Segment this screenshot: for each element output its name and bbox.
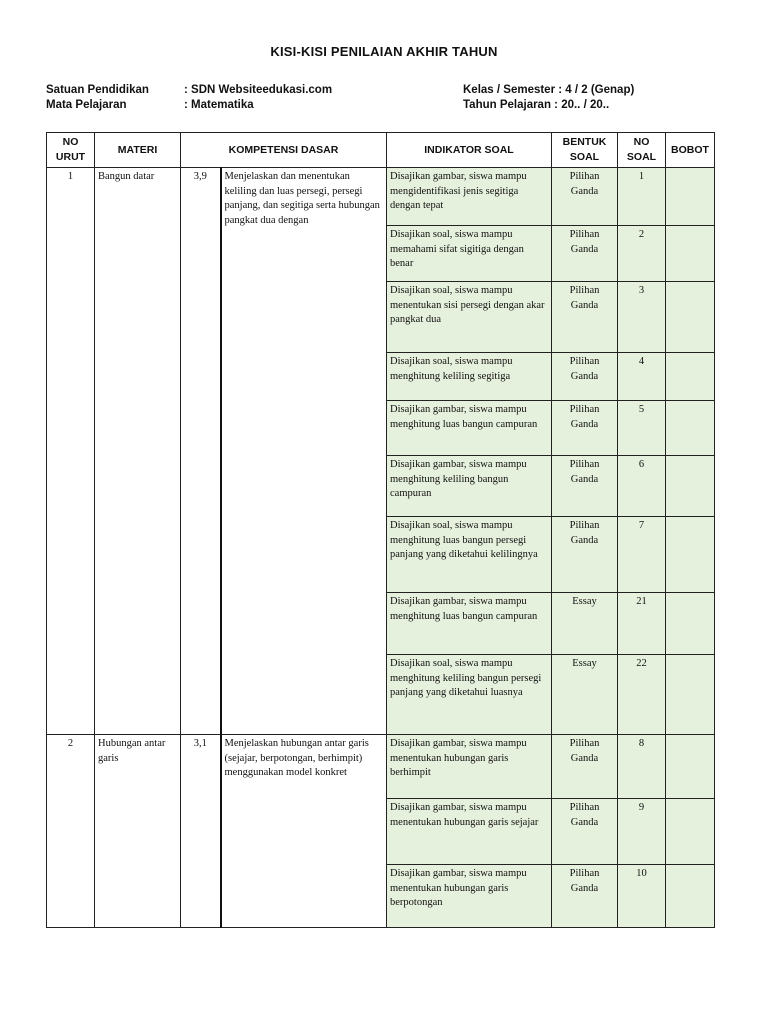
- cell-no-soal: 21: [618, 593, 666, 655]
- cell-indikator: Disajikan gambar, siswa mampu menghitung luas bangun campuran: [387, 401, 552, 456]
- tahun-pelajaran: Tahun Pelajaran : 20.. / 20..: [463, 99, 610, 111]
- mapel-value: : Matematika: [184, 99, 254, 111]
- cell-bobot: [666, 517, 715, 593]
- cell-indikator: Disajikan soal, siswa mampu memahami sifat sigitiga dengan benar: [387, 226, 552, 282]
- cell-bentuk-soal: Pilihan Ganda: [552, 226, 618, 282]
- cell-indikator: Disajikan gambar, siswa mampu menentukan hubungan garis berhimpit: [387, 735, 552, 799]
- cell-bentuk-soal: Essay: [552, 655, 618, 735]
- cell-bentuk-soal: Pilihan Ganda: [552, 735, 618, 799]
- cell-bentuk-soal: Pilihan Ganda: [552, 353, 618, 401]
- cell-indikator: Disajikan gambar, siswa mampu menghitung luas bangun campuran: [387, 593, 552, 655]
- cell-bobot: [666, 655, 715, 735]
- cell-bobot: [666, 456, 715, 517]
- cell-bobot: [666, 168, 715, 226]
- table-body: [47, 168, 715, 928]
- cell-no-urut: 1: [47, 168, 95, 735]
- cell-indikator: Disajikan soal, siswa mampu menentukan sisi persegi dengan akar pangkat dua: [387, 282, 552, 353]
- cell-no-soal: 9: [618, 799, 666, 865]
- table-row: [47, 168, 715, 226]
- kelas-semester: Kelas / Semester : 4 / 2 (Genap): [463, 84, 635, 96]
- cell-bobot: [666, 735, 715, 799]
- cell-indikator: Disajikan soal, siswa mampu menghitung keliling bangun persegi panjang yang diketahui luasnya: [387, 655, 552, 735]
- cell-no-soal: 3: [618, 282, 666, 353]
- cell-no-soal: 8: [618, 735, 666, 799]
- cell-bobot: [666, 593, 715, 655]
- cell-bobot: [666, 865, 715, 928]
- cell-bentuk-soal: Pilihan Ganda: [552, 517, 618, 593]
- cell-no-soal: 6: [618, 456, 666, 517]
- cell-no-urut: 2: [47, 735, 95, 928]
- header-no-urut: NO URUT: [47, 133, 95, 168]
- cell-indikator: Disajikan soal, siswa mampu menghitung keliling segitiga: [387, 353, 552, 401]
- cell-bentuk-soal: Pilihan Ganda: [552, 401, 618, 456]
- cell-kd-code: 3,9: [181, 168, 221, 735]
- cell-bentuk-soal: Pilihan Ganda: [552, 168, 618, 226]
- cell-no-soal: 2: [618, 226, 666, 282]
- cell-bentuk-soal: Pilihan Ganda: [552, 282, 618, 353]
- cell-no-soal: 4: [618, 353, 666, 401]
- cell-no-soal: 10: [618, 865, 666, 928]
- cell-materi: Bangun datar: [95, 168, 181, 735]
- cell-bentuk-soal: Pilihan Ganda: [552, 799, 618, 865]
- cell-no-soal: 1: [618, 168, 666, 226]
- cell-bobot: [666, 401, 715, 456]
- cell-bentuk-soal: Essay: [552, 593, 618, 655]
- cell-kd-code: 3,1: [181, 735, 221, 928]
- document-title: KISI-KISI PENILAIAN AKHIR TAHUN: [270, 44, 498, 59]
- cell-indikator: Disajikan gambar, siswa mampu menghitung keliling bangun campuran: [387, 456, 552, 517]
- cell-bobot: [666, 226, 715, 282]
- cell-bobot: [666, 353, 715, 401]
- header-bobot: BOBOT: [666, 133, 715, 168]
- satuan-label: Satuan Pendidikan: [46, 84, 149, 96]
- header-indikator-soal: INDIKATOR SOAL: [387, 133, 552, 168]
- header-no-soal: NO SOAL: [618, 133, 666, 168]
- table-row: [47, 735, 715, 799]
- mapel-label: Mata Pelajaran: [46, 99, 127, 111]
- cell-indikator: Disajikan soal, siswa mampu menghitung luas bangun persegi panjang yang diketahui kelilingnya: [387, 517, 552, 593]
- cell-bentuk-soal: Pilihan Ganda: [552, 456, 618, 517]
- header-materi: MATERI: [95, 133, 181, 168]
- cell-kd-text: Menjelaskan hubungan antar garis (sejajar, berpotongan, berhimpit) menggunakan model konkret: [221, 735, 387, 928]
- cell-kd-text: Menjelaskan dan menentukan keliling dan luas persegi, persegi panjang, dan segitiga serta hubungan pangkat dua dengan: [221, 168, 387, 735]
- cell-no-soal: 22: [618, 655, 666, 735]
- cell-bobot: [666, 282, 715, 353]
- cell-indikator: Disajikan gambar, siswa mampu mengidentifikasi jenis segitiga dengan tepat: [387, 168, 552, 226]
- cell-indikator: Disajikan gambar, siswa mampu menentukan hubungan garis berpotongan: [387, 865, 552, 928]
- cell-no-soal: 5: [618, 401, 666, 456]
- cell-indikator: Disajikan gambar, siswa mampu menentukan hubungan garis sejajar: [387, 799, 552, 865]
- header-bentuk-soal: BENTUK SOAL: [552, 133, 618, 168]
- cell-materi: Hubungan antar garis: [95, 735, 181, 928]
- cell-bobot: [666, 799, 715, 865]
- cell-no-soal: 7: [618, 517, 666, 593]
- header-kompetensi-dasar: KOMPETENSI DASAR: [181, 133, 387, 168]
- kisi-kisi-table: [46, 132, 715, 928]
- cell-bentuk-soal: Pilihan Ganda: [552, 865, 618, 928]
- satuan-value: : SDN Websiteedukasi.com: [184, 84, 333, 96]
